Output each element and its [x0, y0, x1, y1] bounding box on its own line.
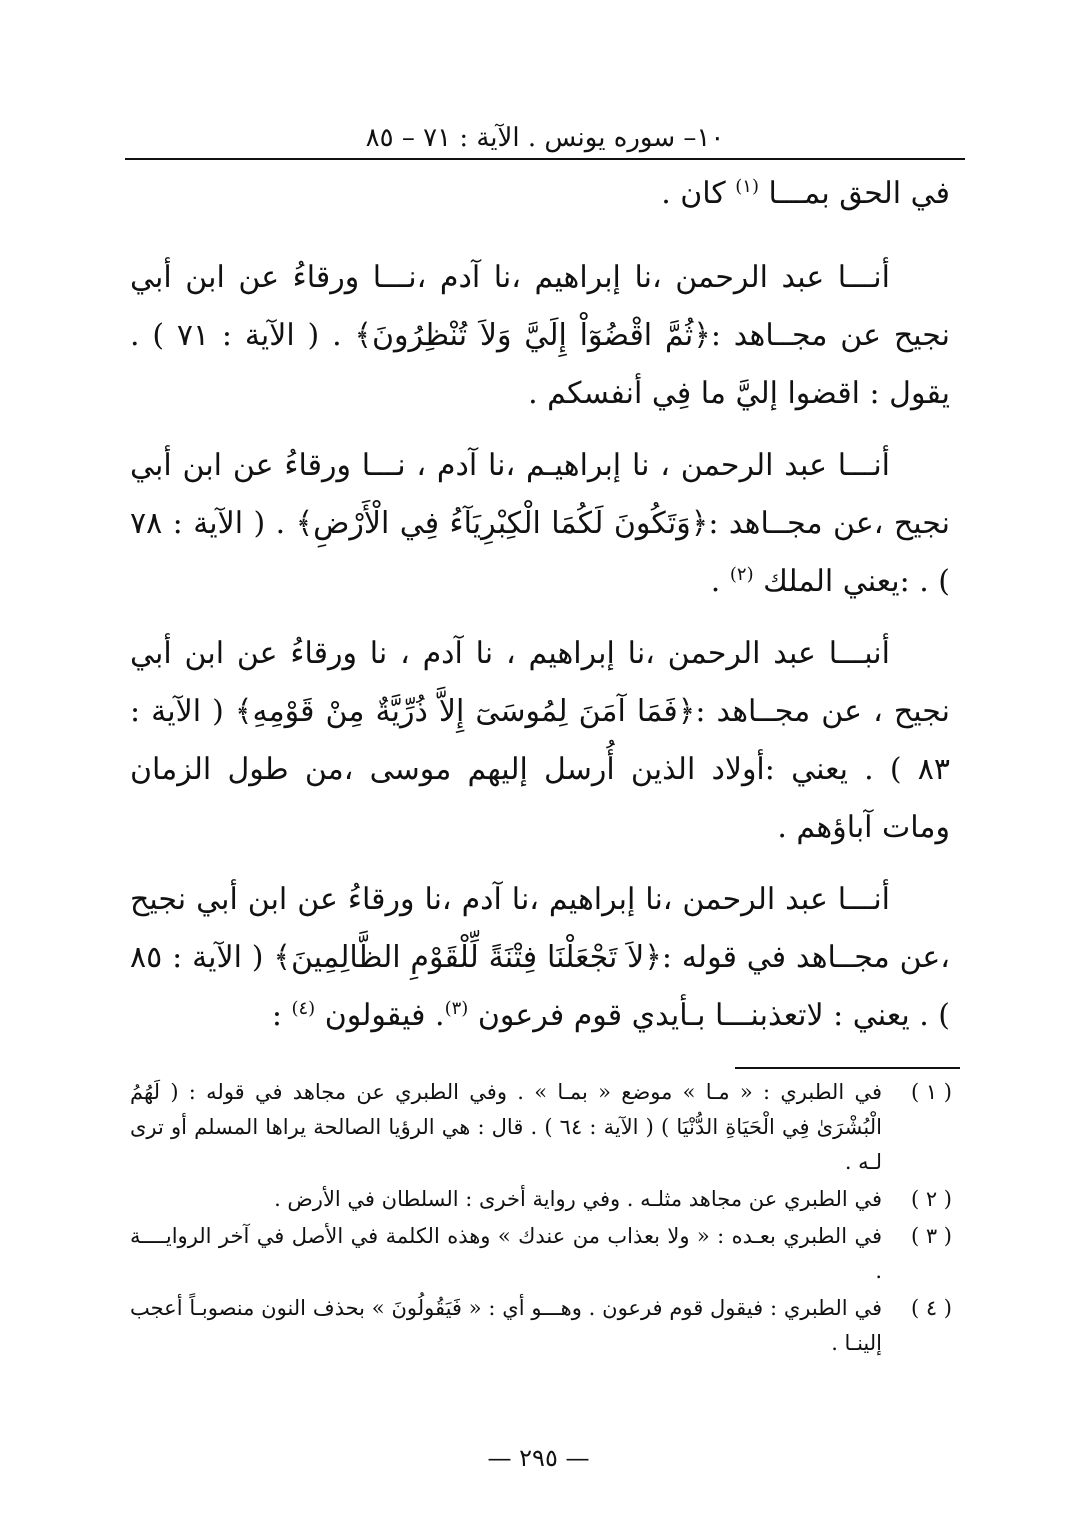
isnad-text: أنـــا عبد الرحمن ،نا إبراهيم ،نا آدم ،نـــا ورقاءُ عن ابن أبي نجيح عن مجــاهد :	[130, 260, 950, 353]
footnote-4	[130, 1291, 952, 1361]
footnote-2	[130, 1182, 952, 1217]
footnotes	[130, 1075, 952, 1363]
quran-verse: ﴿ثُمَّ اقْضُوٓاْ إِلَيَّ وَلاَ تُنْظِرُونَ﴾	[354, 318, 711, 353]
page-number: — ٢٩٥ —	[487, 1444, 590, 1472]
footnote-text: في الطبري عن مجاهد مثلـه . وفي رواية أخرى : السلطان في الأرض .	[274, 1187, 882, 1211]
paragraph-ayah-78	[130, 437, 950, 611]
footnote-ref: (١)	[735, 176, 759, 197]
footnote-3	[130, 1219, 952, 1289]
footnote-ref: (٤)	[291, 998, 316, 1019]
paragraph-text: . فيقولون	[315, 998, 445, 1033]
paragraph-text: كان .	[661, 176, 736, 211]
footnote-number: ( ١ )	[910, 1080, 952, 1104]
paragraph-text: في الحق بمـــا	[758, 176, 950, 211]
footnote-text: في الطبري بعـده : « ولا بعذاب من عندك » وهذه الكلمة في الأصل في آخر الروايــــة .	[130, 1224, 882, 1283]
paragraph-text: . ( الآية : ٧١ ) . يقول : اقضوا إليَّ ما فِي أنفسكم .	[130, 318, 950, 411]
quran-verse: ﴿فَمَا آمَنَ لِمُوسَىٓ إِلاَّ ذُرِّيَّةٌ مِنْ قَوْمِهِ﴾	[234, 694, 696, 729]
main-text	[130, 165, 950, 1059]
paragraph-text: .	[710, 564, 730, 599]
footnote-rule	[735, 1067, 960, 1069]
header-rule	[125, 158, 965, 160]
paragraph-text: ( الآية : ٨٣ ) . يعني :أولاد الذين أُرسل إليهم موسى ،من طول الزمان ومات آباؤهم .	[130, 694, 950, 845]
footnote-1	[130, 1075, 952, 1180]
isnad-text: أنـــا عبد الرحمن ،نا إبراهيم ،نا آدم ،نا ورقاءُ عن ابن أبي نجيح ،عن مجــاهد في قوله :	[130, 882, 950, 975]
footnote-text: في الطبري : « مـا » موضع « بمـا » . وفي الطبري عن مجاهد في قوله : ( لَهُمُ الْبُشْرَىٰ فِي الْحَيَاةِ الدُّنْيَا ) ( الآية : ٦٤ ) . قال : هي الرؤيا الصالحة يراها المسلم أو ترى لـه .	[130, 1080, 882, 1174]
paragraph-ayah-71	[130, 249, 950, 423]
paragraph-ayah-85	[130, 871, 950, 1045]
paragraph-text: ( الآية : ٨٥ ) . يعني : لاتعذبنـــا بـأيدي قوم فرعون	[130, 940, 950, 1033]
isnad-text: أنـــا عبد الرحمن ، نا إبراهيـم ،نا آدم ، نـــا ورقاءُ عن ابن أبي نجيح ،عن مجــاهد :	[130, 448, 950, 541]
footnote-ref: (٢)	[729, 564, 754, 585]
footnote-text: في الطبري : فيقول قوم فرعون . وهـــو أي : « فَيَقُولُونَ » بحذف النون منصوبـاً أعجب إلينـا .	[130, 1296, 882, 1355]
footnote-number: ( ٤ )	[910, 1296, 952, 1320]
isnad-text: أنبـــا عبد الرحمن ،نا إبراهيم ، نا آدم ، نا ورقاءُ عن ابن أبي نجيح ، عن مجــاهد :	[130, 636, 950, 729]
footnote-ref: (٣)	[444, 998, 469, 1019]
paragraph-text: . ( الآية : ٧٨ ) . :يعني الملك	[130, 506, 950, 599]
paragraph-ayah-83	[130, 625, 950, 857]
quran-verse: ﴿وَتَكُونَ لَكُمَا الْكِبْرِيَآءُ فِي الْأَرْضِ﴾	[295, 506, 709, 541]
footnote-number: ( ٢ )	[910, 1187, 952, 1211]
running-head: ١٠– سوره يونس . الآية : ٧١ – ٨٥	[365, 123, 725, 153]
footnote-number: ( ٣ )	[910, 1224, 952, 1248]
quran-verse: ﴿لاَ تَجْعَلْنَا فِتْنَةً لِّلْقَوْمِ الظَّالِمِينَ﴾	[273, 940, 662, 975]
paragraph-text: :	[271, 998, 292, 1033]
paragraph-continuation	[130, 165, 950, 223]
